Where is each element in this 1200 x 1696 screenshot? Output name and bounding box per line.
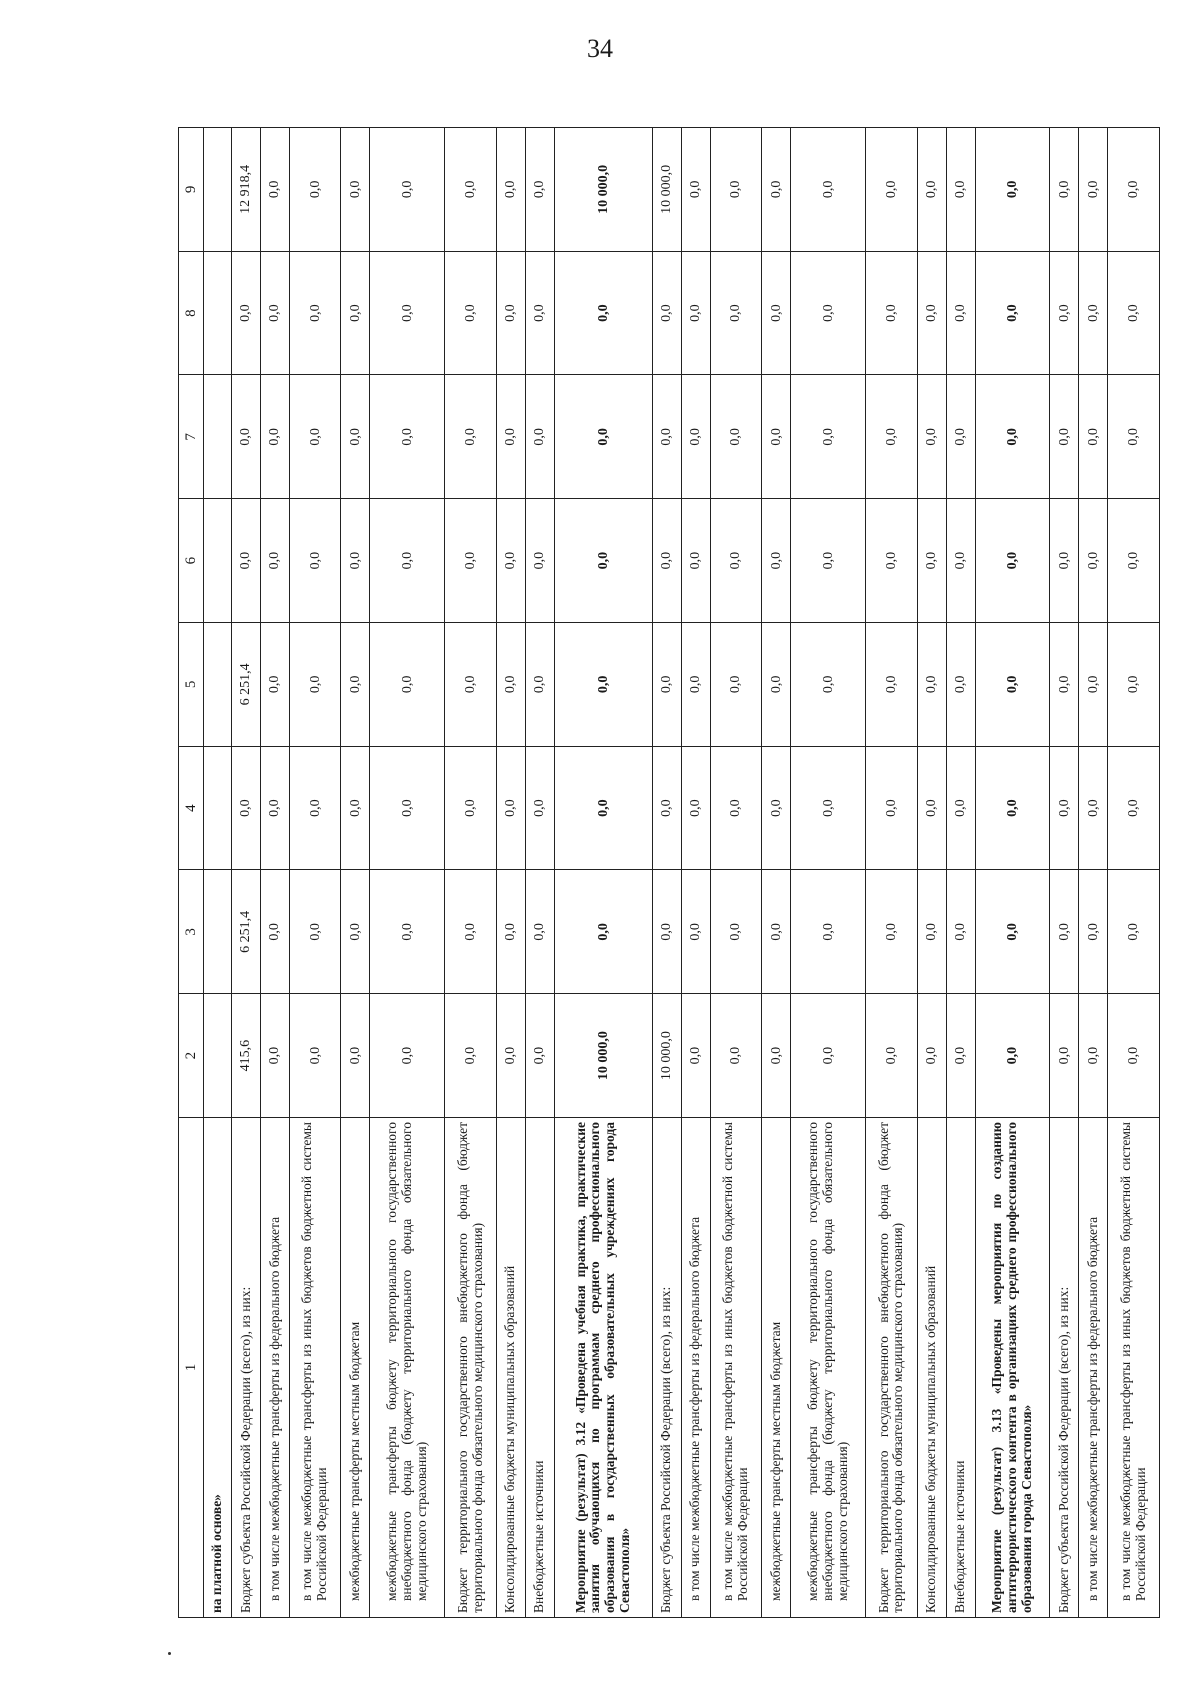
cell-value: 0,0 — [1079, 994, 1108, 1118]
cell-value: 0,0 — [975, 128, 1050, 252]
cell-value: 0,0 — [1050, 746, 1079, 870]
table-row — [261, 128, 290, 1618]
column-header-4: 4 — [179, 746, 204, 870]
cell-value: 0,0 — [866, 251, 917, 375]
cell-value: 0,0 — [261, 128, 290, 252]
cell-value: 10 000,0 — [652, 128, 681, 252]
cell-value: 0,0 — [652, 499, 681, 623]
cell-value: 0,0 — [370, 994, 445, 1118]
cell-value: 0,0 — [681, 375, 710, 499]
table-row — [232, 128, 261, 1618]
cell-value: 0,0 — [525, 128, 554, 252]
cell-value: 0,0 — [791, 251, 866, 375]
row-label: Мероприятие (результат) 3.13 «Проведены мероприятия по созданию антитеррористического контента в организациях среднего профессионального образования города Севастополя» — [975, 1118, 1050, 1618]
cell-value: 0,0 — [917, 994, 946, 1118]
cell-value: 0,0 — [261, 994, 290, 1118]
cell-value: 0,0 — [445, 994, 496, 1118]
cell-value: 0,0 — [975, 499, 1050, 623]
cell-value: 0,0 — [975, 375, 1050, 499]
row-label: Бюджет субъекта Российской Федерации (всего), из них: — [652, 1118, 681, 1618]
table-row — [866, 128, 917, 1618]
cell-value: 0,0 — [710, 251, 761, 375]
cell-value — [204, 499, 232, 623]
cell-value: 0,0 — [762, 375, 791, 499]
rotated-table-frame — [178, 128, 1160, 1618]
cell-value: 0,0 — [370, 499, 445, 623]
cell-value: 0,0 — [1108, 623, 1160, 747]
cell-value: 0,0 — [341, 746, 370, 870]
row-label: Внебюджетные источники — [946, 1118, 975, 1618]
cell-value: 12 918,4 — [232, 128, 261, 252]
table-row — [946, 128, 975, 1618]
row-label: в том числе межбюджетные трансферты из федерального бюджета — [681, 1118, 710, 1618]
cell-value: 0,0 — [681, 746, 710, 870]
row-label: Бюджет территориального государственного внебюджетного фонда (бюджет территориального фонда обязательного медицинского страхования) — [866, 1118, 917, 1618]
cell-value: 0,0 — [370, 375, 445, 499]
cell-value: 0,0 — [762, 870, 791, 994]
cell-value: 0,0 — [496, 375, 525, 499]
table-row — [975, 128, 1050, 1618]
column-header-8: 8 — [179, 251, 204, 375]
cell-value: 0,0 — [652, 375, 681, 499]
row-label: в том числе межбюджетные трансферты из федерального бюджета — [1079, 1118, 1108, 1618]
table-row — [917, 128, 946, 1618]
cell-value: 415,6 — [232, 994, 261, 1118]
cell-value: 0,0 — [652, 251, 681, 375]
budget-table — [178, 127, 1160, 1618]
cell-value: 0,0 — [710, 746, 761, 870]
cell-value: 0,0 — [866, 499, 917, 623]
cell-value: 0,0 — [290, 746, 341, 870]
cell-value: 0,0 — [681, 499, 710, 623]
row-label: в том числе межбюджетные трансферты из иных бюджетов бюджетной системы Российской Федерации — [1108, 1118, 1160, 1618]
cell-value: 0,0 — [1079, 870, 1108, 994]
cell-value: 0,0 — [946, 746, 975, 870]
table-row — [1079, 128, 1108, 1618]
cell-value: 0,0 — [791, 375, 866, 499]
row-label: в том числе межбюджетные трансферты из иных бюджетов бюджетной системы Российской Федерации — [290, 1118, 341, 1618]
cell-value: 0,0 — [946, 994, 975, 1118]
cell-value: 0,0 — [341, 870, 370, 994]
cell-value: 0,0 — [681, 870, 710, 994]
table-row — [370, 128, 445, 1618]
cell-value: 0,0 — [341, 994, 370, 1118]
cell-value: 0,0 — [525, 499, 554, 623]
table-row — [445, 128, 496, 1618]
cell-value: 0,0 — [946, 499, 975, 623]
cell-value: 0,0 — [946, 128, 975, 252]
cell-value: 0,0 — [946, 623, 975, 747]
cell-value: 0,0 — [1108, 499, 1160, 623]
cell-value: 0,0 — [1108, 251, 1160, 375]
cell-value: 0,0 — [762, 251, 791, 375]
cell-value — [204, 746, 232, 870]
cell-value: 0,0 — [261, 499, 290, 623]
table-row — [1050, 128, 1079, 1618]
cell-value: 0,0 — [554, 623, 652, 747]
column-header-2: 2 — [179, 994, 204, 1118]
cell-value: 0,0 — [866, 746, 917, 870]
cell-value: 0,0 — [975, 746, 1050, 870]
cell-value: 0,0 — [232, 499, 261, 623]
cell-value: 0,0 — [1079, 251, 1108, 375]
cell-value: 0,0 — [341, 251, 370, 375]
cell-value: 0,0 — [917, 623, 946, 747]
cell-value: 0,0 — [1079, 623, 1108, 747]
cell-value: 0,0 — [341, 499, 370, 623]
cell-value: 0,0 — [1108, 375, 1160, 499]
column-header-1: 1 — [179, 1118, 204, 1618]
cell-value: 0,0 — [261, 746, 290, 870]
cell-value: 0,0 — [445, 870, 496, 994]
cell-value: 0,0 — [791, 128, 866, 252]
cell-value: 0,0 — [975, 251, 1050, 375]
cell-value: 0,0 — [917, 746, 946, 870]
cell-value: 0,0 — [791, 994, 866, 1118]
cell-value: 0,0 — [866, 375, 917, 499]
cell-value: 0,0 — [496, 623, 525, 747]
cell-value: 6 251,4 — [232, 870, 261, 994]
cell-value: 0,0 — [791, 499, 866, 623]
cell-value: 0,0 — [975, 870, 1050, 994]
cell-value: 0,0 — [762, 499, 791, 623]
cell-value: 0,0 — [445, 746, 496, 870]
row-label: Бюджет субъекта Российской Федерации (всего), из них: — [232, 1118, 261, 1618]
cell-value: 0,0 — [341, 623, 370, 747]
cell-value — [204, 375, 232, 499]
cell-value: 0,0 — [946, 251, 975, 375]
cell-value: 0,0 — [1050, 994, 1079, 1118]
table-row — [762, 128, 791, 1618]
row-label: межбюджетные трансферты местным бюджетам — [762, 1118, 791, 1618]
table-header-row — [179, 128, 204, 1618]
cell-value: 0,0 — [496, 499, 525, 623]
cell-value: 0,0 — [917, 128, 946, 252]
cell-value: 0,0 — [370, 128, 445, 252]
cell-value: 0,0 — [370, 870, 445, 994]
cell-value: 0,0 — [1079, 746, 1108, 870]
cell-value: 0,0 — [261, 623, 290, 747]
cell-value: 0,0 — [290, 128, 341, 252]
cell-value: 0,0 — [496, 251, 525, 375]
cell-value: 0,0 — [1108, 994, 1160, 1118]
cell-value: 0,0 — [1050, 128, 1079, 252]
cell-value: 0,0 — [1108, 128, 1160, 252]
table-row — [710, 128, 761, 1618]
cell-value: 0,0 — [445, 499, 496, 623]
cell-value — [204, 623, 232, 747]
row-label: межбюджетные трансферты бюджету территориального государственного внебюджетного фонда (бюджету территориального фонда обязательного медицинского страхования) — [791, 1118, 866, 1618]
cell-value: 0,0 — [762, 623, 791, 747]
row-label: Бюджет субъекта Российской Федерации (всего), из них: — [1050, 1118, 1079, 1618]
cell-value: 0,0 — [710, 623, 761, 747]
cell-value: 0,0 — [445, 251, 496, 375]
row-label: Консолидированные бюджеты муниципальных образований — [496, 1118, 525, 1618]
cell-value: 0,0 — [946, 870, 975, 994]
stray-mark — [168, 1652, 171, 1655]
column-header-5: 5 — [179, 623, 204, 747]
table-row — [1108, 128, 1160, 1618]
cell-value: 0,0 — [554, 251, 652, 375]
cell-value: 0,0 — [232, 375, 261, 499]
cell-value: 0,0 — [710, 994, 761, 1118]
cell-value: 0,0 — [681, 128, 710, 252]
cell-value: 0,0 — [917, 251, 946, 375]
cell-value — [204, 870, 232, 994]
cell-value: 0,0 — [791, 623, 866, 747]
table-row — [496, 128, 525, 1618]
table-row — [290, 128, 341, 1618]
cell-value: 0,0 — [866, 870, 917, 994]
cell-value: 0,0 — [710, 499, 761, 623]
row-label: межбюджетные трансферты местным бюджетам — [341, 1118, 370, 1618]
column-header-3: 3 — [179, 870, 204, 994]
cell-value: 0,0 — [445, 375, 496, 499]
cell-value: 0,0 — [681, 623, 710, 747]
row-label: Мероприятие (результат) 3.12 «Проведена учебная практика, практические занятия обучающихся по программам среднего профессионального образования в государственных образовательных учреждениях города Севастополя» — [554, 1118, 652, 1618]
cell-value: 0,0 — [710, 128, 761, 252]
cell-value: 0,0 — [525, 870, 554, 994]
table-row — [681, 128, 710, 1618]
cell-value: 0,0 — [341, 128, 370, 252]
column-header-6: 6 — [179, 499, 204, 623]
cell-value: 0,0 — [681, 994, 710, 1118]
cell-value: 0,0 — [261, 251, 290, 375]
cell-value: 0,0 — [762, 128, 791, 252]
cell-value: 0,0 — [370, 251, 445, 375]
cell-value: 0,0 — [496, 994, 525, 1118]
cell-value: 0,0 — [341, 375, 370, 499]
cell-value: 10 000,0 — [554, 128, 652, 252]
cell-value: 0,0 — [370, 623, 445, 747]
cell-value: 0,0 — [554, 870, 652, 994]
cell-value: 0,0 — [1050, 375, 1079, 499]
cell-value: 0,0 — [866, 623, 917, 747]
table-body — [204, 128, 1160, 1618]
cell-value: 0,0 — [445, 623, 496, 747]
cell-value: 0,0 — [496, 128, 525, 252]
cell-value: 0,0 — [525, 623, 554, 747]
cell-value: 0,0 — [554, 746, 652, 870]
cell-value: 0,0 — [525, 994, 554, 1118]
cell-value: 0,0 — [917, 499, 946, 623]
cell-value: 6 251,4 — [232, 623, 261, 747]
cell-value: 0,0 — [290, 375, 341, 499]
cell-value: 0,0 — [525, 375, 554, 499]
cell-value: 0,0 — [917, 870, 946, 994]
cell-value: 0,0 — [917, 375, 946, 499]
cell-value: 0,0 — [1079, 375, 1108, 499]
cell-value: 0,0 — [975, 994, 1050, 1118]
row-label: Внебюджетные источники — [525, 1118, 554, 1618]
cell-value: 0,0 — [554, 499, 652, 623]
cell-value: 10 000,0 — [554, 994, 652, 1118]
cell-value: 0,0 — [710, 375, 761, 499]
cell-value: 0,0 — [496, 870, 525, 994]
cell-value: 0,0 — [261, 375, 290, 499]
cell-value: 0,0 — [290, 870, 341, 994]
table-row — [204, 128, 232, 1618]
cell-value: 0,0 — [290, 623, 341, 747]
cell-value: 0,0 — [710, 870, 761, 994]
table-row — [525, 128, 554, 1618]
cell-value: 0,0 — [445, 128, 496, 252]
cell-value: 0,0 — [1050, 499, 1079, 623]
page-number: 34 — [587, 34, 613, 63]
cell-value: 0,0 — [652, 623, 681, 747]
cell-value: 0,0 — [1108, 746, 1160, 870]
table-container — [178, 128, 1160, 1618]
cell-value: 0,0 — [1079, 499, 1108, 623]
table-row — [554, 128, 652, 1618]
column-header-9: 9 — [179, 128, 204, 252]
cell-value: 0,0 — [496, 746, 525, 870]
row-label: Бюджет территориального государственного внебюджетного фонда (бюджет территориального фонда обязательного медицинского страхования) — [445, 1118, 496, 1618]
cell-value: 0,0 — [290, 499, 341, 623]
cell-value: 0,0 — [791, 746, 866, 870]
cell-value: 0,0 — [652, 746, 681, 870]
cell-value: 0,0 — [762, 994, 791, 1118]
cell-value — [204, 128, 232, 252]
cell-value: 0,0 — [975, 623, 1050, 747]
table-row — [791, 128, 866, 1618]
cell-value: 0,0 — [261, 870, 290, 994]
cell-value: 0,0 — [652, 870, 681, 994]
cell-value: 0,0 — [232, 251, 261, 375]
cell-value: 0,0 — [290, 251, 341, 375]
cell-value: 0,0 — [525, 746, 554, 870]
row-label: в том числе межбюджетные трансферты из федерального бюджета — [261, 1118, 290, 1618]
cell-value: 0,0 — [370, 746, 445, 870]
cell-value: 0,0 — [1050, 870, 1079, 994]
row-label: в том числе межбюджетные трансферты из иных бюджетов бюджетной системы Российской Федерации — [710, 1118, 761, 1618]
cell-value: 0,0 — [1050, 623, 1079, 747]
cell-value: 0,0 — [946, 375, 975, 499]
row-label: на платной основе» — [204, 1118, 232, 1618]
cell-value: 0,0 — [290, 994, 341, 1118]
cell-value: 0,0 — [1050, 251, 1079, 375]
cell-value: 0,0 — [762, 746, 791, 870]
cell-value: 0,0 — [681, 251, 710, 375]
cell-value: 0,0 — [1079, 128, 1108, 252]
cell-value: 0,0 — [791, 870, 866, 994]
cell-value: 0,0 — [525, 251, 554, 375]
cell-value: 0,0 — [866, 128, 917, 252]
table-row — [341, 128, 370, 1618]
row-label: межбюджетные трансферты бюджету территориального государственного внебюджетного фонда (бюджету территориального фонда обязательного медицинского страхования) — [370, 1118, 445, 1618]
cell-value: 0,0 — [554, 375, 652, 499]
cell-value — [204, 994, 232, 1118]
cell-value — [204, 251, 232, 375]
cell-value: 0,0 — [1108, 870, 1160, 994]
cell-value: 0,0 — [232, 746, 261, 870]
cell-value: 0,0 — [866, 994, 917, 1118]
column-header-7: 7 — [179, 375, 204, 499]
cell-value: 10 000,0 — [652, 994, 681, 1118]
table-row — [652, 128, 681, 1618]
row-label: Консолидированные бюджеты муниципальных образований — [917, 1118, 946, 1618]
